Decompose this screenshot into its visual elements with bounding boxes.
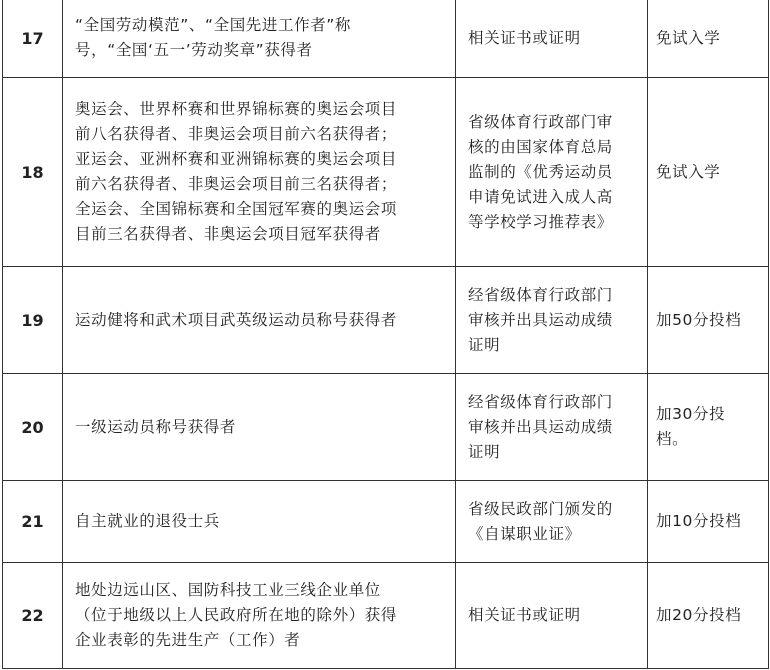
policy-cell <box>648 0 769 78</box>
policy-cell <box>648 563 769 669</box>
condition-cell <box>63 267 456 374</box>
table-row <box>3 563 769 669</box>
proof-text: 经省级体育行政部门 审核并出具运动成绩 证明 <box>468 285 613 354</box>
condition-text: 运动健将和武术项目武英级运动员称号获得者 <box>75 310 398 329</box>
table-row <box>3 0 769 78</box>
proof-text: 相关证书或证明 <box>468 28 581 47</box>
proof-text: 相关证书或证明 <box>468 606 581 624</box>
row-number: 21 <box>3 481 63 563</box>
condition-text: 自主就业的退役士兵 <box>75 512 220 530</box>
condition-text: 奥运会、世界杯赛和世界锦标赛的奥运会项目 前八名获得者、非奥运会项目前六名获得者； 亚运会、亚洲杯赛和亚洲锦标赛的奥运会项目 前六名获得者、非奥运会项目前三名获得者； 全运会、全国锦标赛和全国冠军赛的奥运会项 目前三名获得者、非奥运会项目冠军获得者 <box>75 100 398 243</box>
policy-text: 加10分投档 <box>656 512 742 530</box>
proof-text: 经省级体育行政部门 审核并出具运动成绩 证明 <box>468 392 613 461</box>
condition-text: 一级运动员称号获得者 <box>75 417 237 436</box>
policy-text: 加20分投档 <box>656 606 742 624</box>
proof-cell <box>456 78 648 267</box>
table-row <box>3 374 769 481</box>
condition-cell <box>63 374 456 481</box>
condition-cell <box>63 563 456 669</box>
policy-text: 加30分投 档。 <box>656 405 726 448</box>
policy-text: 免试入学 <box>656 28 721 47</box>
proof-cell <box>456 374 648 481</box>
row-number: 17 <box>3 0 63 78</box>
proof-cell <box>456 267 648 374</box>
row-number: 18 <box>3 78 63 267</box>
policy-cell <box>648 267 769 374</box>
row-number: 19 <box>3 267 63 374</box>
policy-cell <box>648 481 769 563</box>
proof-text: 省级民政部门颁发的 《自谋职业证》 <box>468 499 613 543</box>
policy-text: 免试入学 <box>656 162 721 181</box>
policy-table <box>2 0 769 669</box>
proof-cell <box>456 0 648 78</box>
policy-cell <box>648 78 769 267</box>
condition-cell <box>63 0 456 78</box>
table-row <box>3 481 769 563</box>
condition-cell <box>63 481 456 563</box>
table-row <box>3 267 769 374</box>
proof-text: 省级体育行政部门审 核的由国家体育总局 监制的《优秀运动员 申请免试进入成人高 等学校学习推荐表》 <box>468 112 613 231</box>
proof-cell <box>456 563 648 669</box>
row-number: 20 <box>3 374 63 481</box>
table-row <box>3 78 769 267</box>
condition-text: “全国劳动模范”、“全国先进工作者”称 号，“全国‘五一’劳动奖章”获得者 <box>75 16 352 59</box>
policy-cell <box>648 374 769 481</box>
condition-cell <box>63 78 456 267</box>
row-number: 22 <box>3 563 63 669</box>
proof-cell <box>456 481 648 563</box>
policy-text: 加50分投档 <box>656 310 742 329</box>
condition-text: 地处边远山区、国防科技工业三线企业单位 （位于地级以上人民政府所在地的除外）获得 企业表彰的先进生产（工作）者 <box>75 581 398 649</box>
